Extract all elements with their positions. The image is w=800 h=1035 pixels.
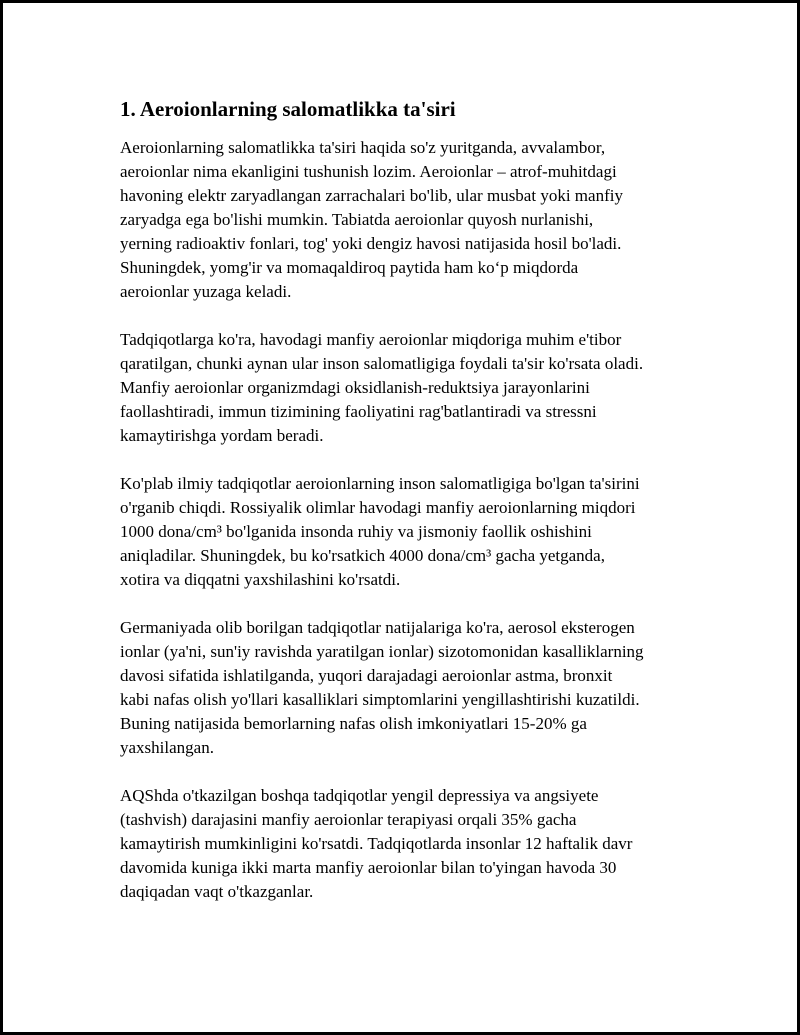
text-line: aeroionlar yuzaga keladi. xyxy=(120,282,292,301)
text-line: Manfiy aeroionlar organizmdagi oksidlanish-reduktsiya jarayonlarini xyxy=(120,378,590,397)
paragraph-1 xyxy=(120,136,720,304)
paragraph-5 xyxy=(120,784,720,904)
text-line: AQShda o'tkazilgan boshqa tadqiqotlar yengil depressiya va angsiyete xyxy=(120,786,599,805)
text-line: Tadqiqotlarga ko'ra, havodagi manfiy aeroionlar miqdoriga muhim e'tibor xyxy=(120,330,622,349)
text-line: xotira va diqqatni yaxshilashini ko'rsatdi. xyxy=(120,570,401,589)
text-line: o'rganib chiqdi. Rossiyalik olimlar havodagi manfiy aeroionlarning miqdori xyxy=(120,498,636,517)
text-line: yerning radioaktiv fonlari, tog' yoki dengiz havosi natijasida hosil bo'ladi. xyxy=(120,234,622,253)
text-line: davomida kuniga ikki marta manfiy aeroionlar bilan to'yingan havoda 30 xyxy=(120,858,617,877)
text-line: qaratilgan, chunki aynan ular inson salomatligiga foydali ta'sir ko'rsata oladi. xyxy=(120,354,644,373)
text-line: Shuningdek, yomg'ir va momaqaldiroq paytida ham ko‘p miqdorda xyxy=(120,258,579,277)
text-line: yaxshilangan. xyxy=(120,738,214,757)
text-line: 1000 dona/cm³ bo'lganida insonda ruhiy va jismoniy faollik oshishini xyxy=(120,522,592,541)
text-line: kamaytirishga yordam beradi. xyxy=(120,426,324,445)
text-line: Ko'plab ilmiy tadqiqotlar aeroionlarning inson salomatligiga bo'lgan ta'sirini xyxy=(120,474,640,493)
text-line: havoning elektr zaryadlangan zarrachalari bo'lib, ular musbat yoki manfiy xyxy=(120,186,623,205)
text-line: Aeroionlarning salomatlikka ta'siri haqida so'z yuritganda, avvalambor, xyxy=(120,138,606,157)
text-line: aniqladilar. Shuningdek, bu ko'rsatkich 4000 dona/cm³ gacha yetganda, xyxy=(120,546,605,565)
text-line: (tashvish) darajasini manfiy aeroionlar terapiyasi orqali 35% gacha xyxy=(120,810,577,829)
paragraph-4 xyxy=(120,616,720,760)
text-line: Germaniyada olib borilgan tadqiqotlar natijalariga ko'ra, aerosol eksterogen xyxy=(120,618,635,637)
text-line: ionlar (ya'ni, sun'iy ravishda yaratilgan ionlar) sizotomonidan kasalliklarning xyxy=(120,642,644,661)
text-line: daqiqadan vaqt o'tkazganlar. xyxy=(120,882,314,901)
text-line: kamaytirish mumkinligini ko'rsatdi. Tadqiqotlarda insonlar 12 haftalik davr xyxy=(120,834,633,853)
text-line: Buning natijasida bemorlarning nafas olish imkoniyatlari 15-20% ga xyxy=(120,714,587,733)
document-body xyxy=(120,96,720,928)
text-line: davosi sifatida ishlatilganda, yuqori darajadagi aeroionlar astma, bronxit xyxy=(120,666,613,685)
section-heading: 1. Aeroionlarning salomatlikka ta'siri xyxy=(120,97,456,121)
text-line: kabi nafas olish yo'llari kasalliklari simptomlarini yengillashtirishi kuzatildi. xyxy=(120,690,640,709)
text-line: aeroionlar nima ekanligini tushunish lozim. Aeroionlar – atrof-muhitdagi xyxy=(120,162,617,181)
text-line: faollashtiradi, immun tizimining faoliyatini rag'batlantiradi va stressni xyxy=(120,402,597,421)
paragraph-3 xyxy=(120,472,720,592)
text-line: zaryadga ega bo'lishi mumkin. Tabiatda aeroionlar quyosh nurlanishi, xyxy=(120,210,594,229)
paragraph-2 xyxy=(120,328,720,448)
